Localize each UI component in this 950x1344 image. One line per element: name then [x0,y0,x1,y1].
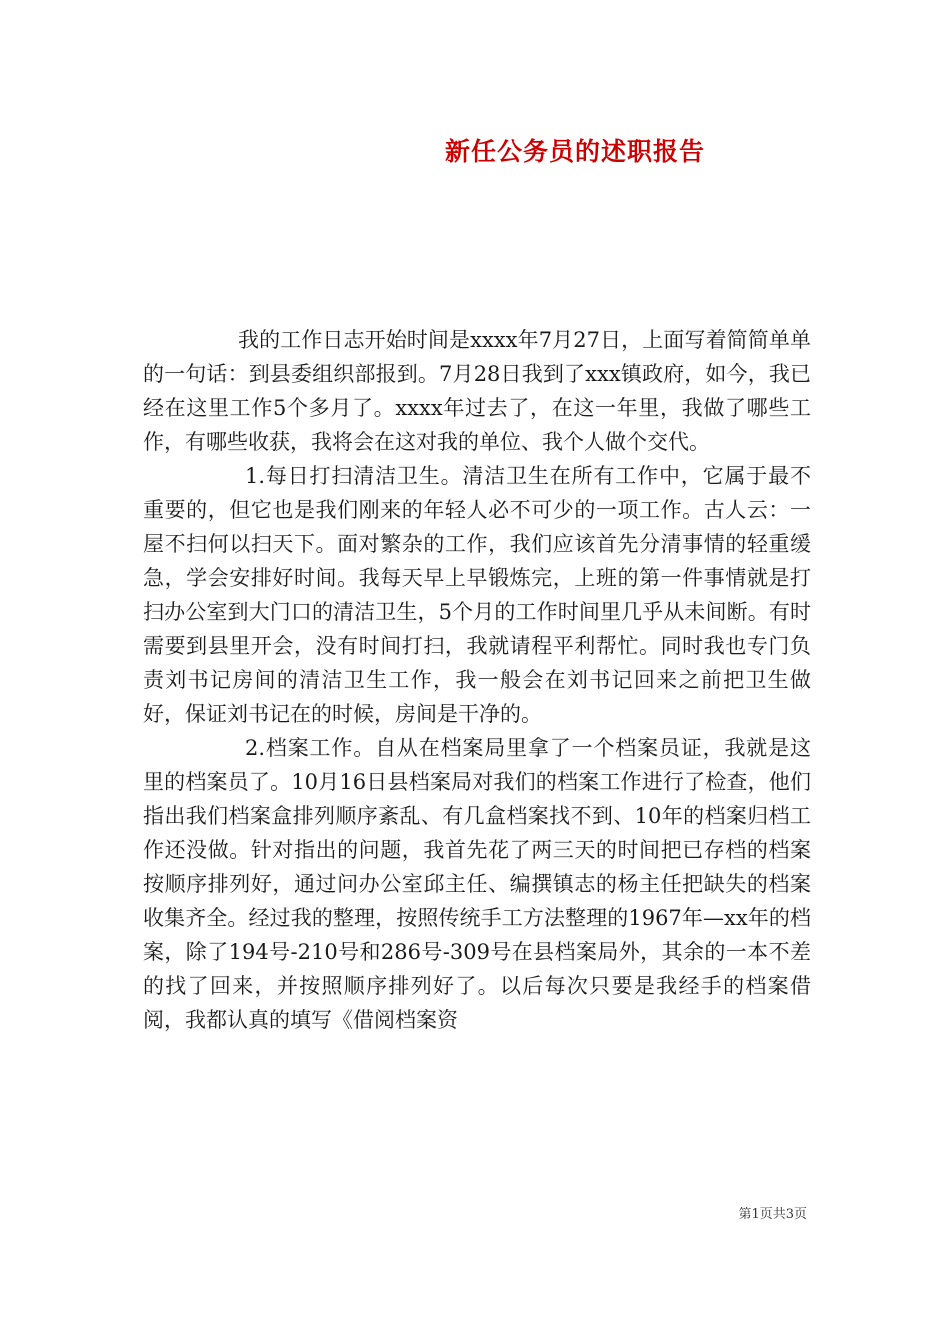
document-body [143,323,811,1037]
paragraph-intro: 我的工作日志开始时间是xxxx年7月27日，上面写着简简单单的一句话：到县委组织部报到。7月28日我到了xxx镇政府，如今，我已经在这里工作5个多月了。xxxx年过去了，在这一年里，我做了哪些工作，有哪些收获，我将会在这对我的单位、我个人做个交代。 [143,328,811,454]
document-title: 新任公务员的述职报告 [444,137,705,166]
paragraph-archives: 2.档案工作。自从在档案局里拿了一个档案员证，我就是这里的档案员了。10月16日县档案局对我们的档案工作进行了检查，他们指出我们档案盒排列顺序紊乱、有几盒档案找不到、10年的档案归档工作还没做。针对指出的问题，我首先花了两三天的时间把已存档的档案按顺序排列好，通过问办公室邱主任、编撰镇志的杨主任把缺失的档案收集齐全。经过我的整理，按照传统手工方法整理的1967年—xx年的档案，除了194号-210号和286号-309号在县档案局外，其余的一本不差的找了回来，并按照顺序排列好了。以后每次只要是我经手的档案借阅，我都认真的填写《借阅档案资 [143,736,811,1032]
paragraph-cleaning: 1.每日打扫清洁卫生。清洁卫生在所有工作中，它属于最不重要的，但它也是我们刚来的年轻人必不可少的一项工作。古人云：一屋不扫何以扫天下。面对繁杂的工作，我们应该首先分清事情的轻重缓急，学会安排好时间。我每天早上早锻炼完，上班的第一件事情就是打扫办公室到大门口的清洁卫生，5个月的工作时间里几乎从未间断。有时需要到县里开会，没有时间打扫，我就请程平利帮忙。同时我也专门负责刘书记房间的清洁卫生工作，我一般会在刘书记回来之前把卫生做好，保证刘书记在的时候，房间是干净的。 [143,464,811,726]
page-number-footer: 第1页共3页 [738,1207,807,1222]
